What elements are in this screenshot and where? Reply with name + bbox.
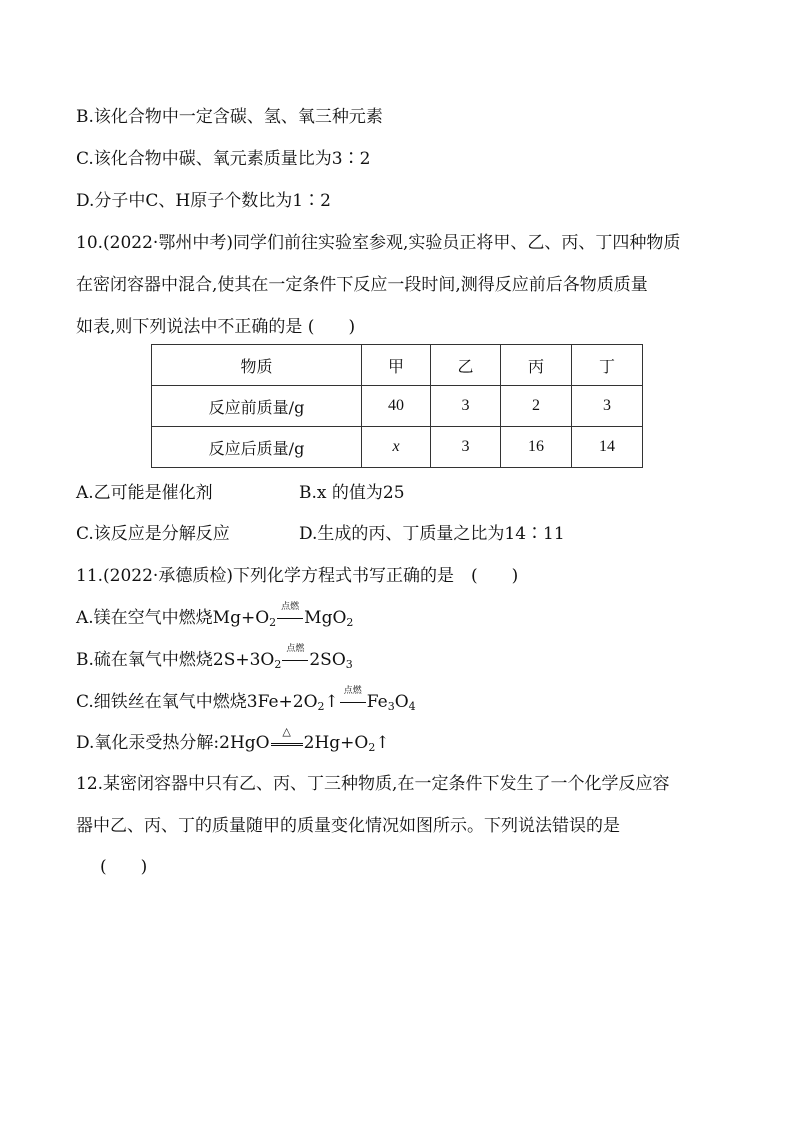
subscript: 2 [317,700,325,713]
reaction-arrow [281,644,309,672]
gas-arrow: ↑ [375,733,390,753]
reaction-arrow [339,686,367,714]
table-cell: x [362,427,431,468]
table-cell: 3 [431,386,501,427]
q12-stem-line3: ( ) [100,857,148,877]
table-row [152,386,643,427]
table-cell: 反应前质量/g [152,386,362,427]
subscript: 2 [269,616,277,629]
reaction-arrow [276,602,304,630]
equation-products: O [394,692,409,712]
subscript: 3 [345,658,353,671]
reaction-condition: 点燃 [286,644,305,654]
q11-option-a [76,602,354,630]
q12-stem-line2: 器中乙、丙、丁的质量随甲的质量变化情况如图所示。下列说法错误的是 [76,816,620,836]
equation-products: 2Hg+O [303,733,369,753]
q11-option-c [76,686,416,714]
table-cell: 40 [362,386,431,427]
subscript: 3 [387,700,395,713]
q9-option-d: D.分子中C、H原子个数比为1∶2 [76,191,331,211]
equation-products: 2SO [309,650,346,670]
equation-reactants: D.氧化汞受热分解:2HgO [76,733,270,753]
reaction-condition: 点燃 [343,686,362,696]
gas-arrow: ↑ [324,692,339,712]
subscript: 2 [368,741,376,754]
table-cell: 2 [501,386,572,427]
q10-stem-line1: 10.(2022·鄂州中考)同学们前往实验室参观,实验员正将甲、乙、丙、丁四种物质 [76,233,681,253]
table-cell: 3 [431,427,501,468]
table-row [152,427,643,468]
table-cell: 16 [501,427,572,468]
equation-reactants: B.硫在氧气中燃烧2S+3O [76,650,275,670]
table-header-cell: 丁 [572,345,643,386]
reaction-equals [270,725,304,755]
table-cell: 14 [572,427,643,468]
equation-reactants: C.细铁丝在氧气中燃烧3Fe+2O [76,692,318,712]
q10-option-d: D.生成的丙、丁质量之比为14∶11 [299,524,565,544]
table-header-cell: 丙 [501,345,572,386]
q11-option-d [76,725,390,755]
q10-stem-line3: 如表,则下列说法中不正确的是 ( ) [76,317,356,337]
q9-option-b: B.该化合物中一定含碳、氢、氧三种元素 [76,107,383,127]
q11-option-b [76,644,353,672]
subscript: 2 [274,658,282,671]
q11-stem: 11.(2022·承德质检)下列化学方程式书写正确的是 ( ) [76,566,519,586]
reaction-condition: △ [282,725,291,738]
q12-stem-line1: 12.某密闭容器中只有乙、丙、丁三种物质,在一定条件下发生了一个化学反应容 [76,774,670,794]
table-header-cell: 甲 [362,345,431,386]
table-header-cell: 物质 [152,345,362,386]
reaction-condition: 点燃 [281,602,300,612]
q10-option-c: C.该反应是分解反应 [76,524,230,544]
table-header-row [152,345,643,386]
q10-option-b: B.x 的值为25 [299,483,405,503]
q9-option-c: C.该化合物中碳、氧元素质量比为3∶2 [76,149,371,169]
subscript: 2 [346,616,354,629]
table-cell: 3 [572,386,643,427]
q10-stem-line2: 在密闭容器中混合,使其在一定条件下反应一段时间,测得反应前后各物质质量 [76,275,648,295]
subscript: 4 [408,700,416,713]
table-cell: 反应后质量/g [152,427,362,468]
equation-products: MgO [304,608,347,628]
equation-products: Fe [366,692,388,712]
equation-reactants: A.镁在空气中燃烧Mg+O [76,608,270,628]
mass-table [151,344,643,468]
table-header-cell: 乙 [431,345,501,386]
q10-option-a: A.乙可能是催化剂 [76,483,213,503]
